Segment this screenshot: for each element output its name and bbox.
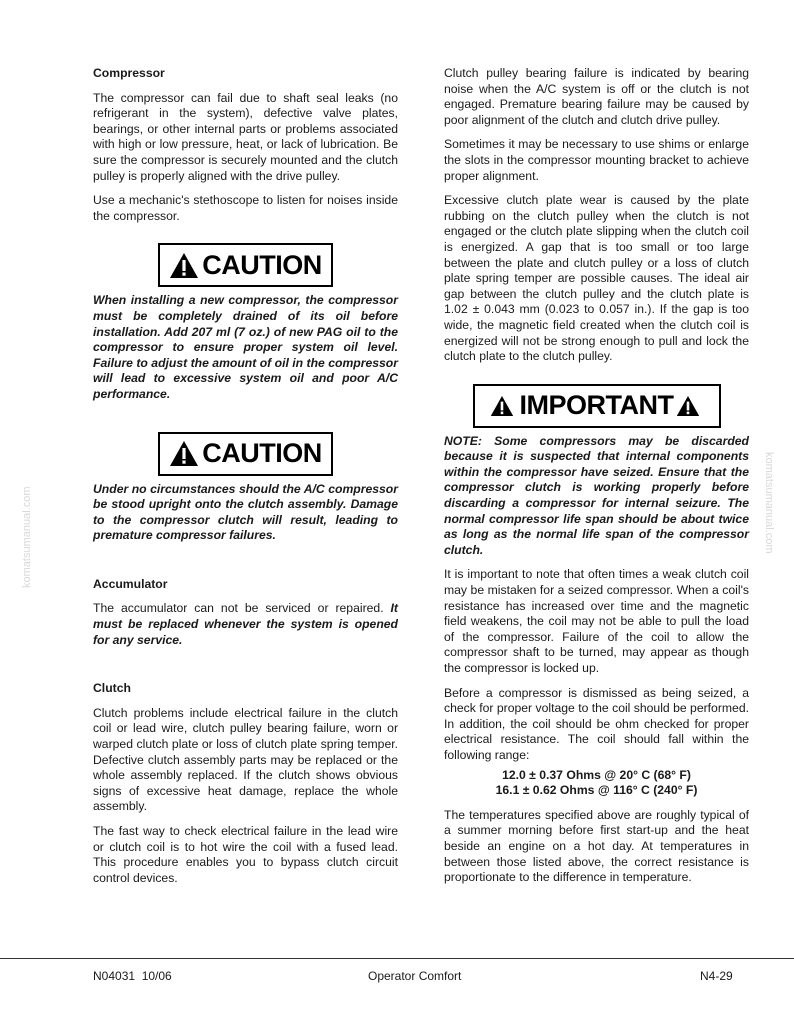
clutch-paragraph-2: The fast way to check electrical failure in the lead wire or clutch coil is to hot wire the coil with a fused lead. This procedure enables you to bypass clutch circuit control devices. [93, 824, 398, 885]
accumulator-paragraph [93, 601, 398, 648]
right-paragraph-5: Before a compressor is dismissed as being seized, a check for proper voltage to the coil should be performed. In addition, the coil should be ohm checked for proper electrical resistance. The coil should fall within the following range: [444, 685, 749, 762]
caution-text-1: When installing a new compressor, the compressor must be completely drained of its oil before installation. Add 207 ml (7 oz.) of new PAG oil to the compressor to ensure proper system oil level. Failure to adjust the amount of oil in the compressor will lead to excessive system oil and poor A/C performance. [93, 293, 398, 401]
right-paragraph-2: Sometimes it may be necessary to use shims or enlarge the slots in the compressor mounting bracket to achieve proper alignment. [444, 137, 749, 183]
caution-banner-2 [158, 432, 333, 476]
clutch-paragraph-1: Clutch problems include electrical failure in the clutch coil or lead wire, clutch pulley bearing failure, worn or warped clutch plate or loss of clutch plate spring temper. Defective clutch assembly parts may be replaced or the whole assembly replaced. If the clutch shows obvious signs of excessive heat damage, replace the whole assembly. [93, 705, 398, 814]
compressor-paragraph-1: The compressor can fail due to shaft seal leaks (no refrigerant in the system), defective valve plates, bearings, or other internal parts or problems associated with high or low pressure, heat, or lack of lubrication. Be sure the compressor is securely mounted and the clutch pulley is properly aligned with the drive pulley. [93, 90, 398, 183]
right-paragraph-4: It is important to note that often times a weak clutch coil may be mistaken for a seized compressor. When a coil's resistance has increased over time and the magnetic field weakens, the coil may not be able to pull the load of the compressor. Failure of the coil to allow the compressor shaft to be turned, may appear as though the compressor is locked up. [444, 567, 749, 675]
warning-triangle-icon [490, 395, 514, 417]
accumulator-emphasis: It must be replaced whenever the system is opened for any service. [93, 601, 398, 647]
accumulator-heading: Accumulator [93, 576, 168, 591]
right-column [444, 66, 749, 895]
accumulator-text: The accumulator can not be serviced or repaired. [93, 601, 384, 616]
caution-label-2: CAUTION [202, 437, 322, 468]
footer-doc-number: N04031 10/06 [93, 969, 172, 983]
important-text: NOTE: Some compressors may be discarded because it is suspected that internal components within the compressor have seized. Ensure that the compressor clutch is working properly before discarding a compressor for internal seizure. The normal compressor life span should be about twice as long as the normal life span of the compressor clutch. [444, 433, 749, 557]
caution-label-1: CAUTION [202, 249, 322, 280]
compressor-paragraph-2: Use a mechanic's stethoscope to listen for noises inside the compressor. [93, 193, 398, 223]
caution-text-2: Under no circumstances should the A/C compressor be stood upright onto the clutch assembly. Damage to the compressor clutch will result, leading to premature compressor failures. [93, 481, 398, 543]
watermark-right: komatsumanual.com [763, 452, 775, 554]
right-paragraph-1: Clutch pulley bearing failure is indicated by bearing noise when the A/C system is off or the clutch is not engaged. Premature bearing failure may be caused by poor alignment of the clutch and clutch drive pulley. [444, 66, 749, 127]
warning-triangle-icon [169, 440, 199, 467]
warning-triangle-icon [169, 252, 199, 279]
resistance-spec-2: 16.1 ± 0.62 Ohms @ 116° C (240° F) [495, 783, 698, 798]
clutch-heading: Clutch [93, 681, 131, 696]
resistance-spec-1: 12.0 ± 0.37 Ohms @ 20° C (68° F) [502, 767, 691, 782]
right-paragraph-6: The temperatures specified above are roughly typical of a summer morning before first start-up and the heat beside an engine on a hot day. At temperatures in between those listed above, the correct resistance is proportionate to the difference in temperature. [444, 807, 749, 885]
footer-page-number: N4-29 [700, 969, 733, 983]
right-paragraph-3: Excessive clutch plate wear is caused by the plate rubbing on the clutch pulley when the clutch is not engaged or the clutch plate slipping when the clutch coil is energized. A gap that is too small or too large between the plate and clutch pulley or a loss of clutch plate spring temper are possible causes. The ideal air gap between the clutch pulley and the clutch plate is 1.02 ± 0.043 mm (0.023 to 0.057 in.). If the gap is too wide, the magnetic field created when the clutch coil is energized will not be strong enough to pull and lock the clutch plate to the clutch pulley. [444, 193, 749, 364]
footer-section-title: Operator Comfort [368, 969, 462, 983]
important-banner [473, 384, 721, 428]
caution-banner-1 [158, 243, 333, 287]
watermark-left: komatsumanual.com [21, 486, 33, 588]
footer-divider [0, 958, 794, 959]
important-label: IMPORTANT [519, 389, 674, 420]
left-column [93, 66, 398, 895]
warning-triangle-icon [676, 395, 700, 417]
compressor-heading: Compressor [93, 66, 165, 80]
